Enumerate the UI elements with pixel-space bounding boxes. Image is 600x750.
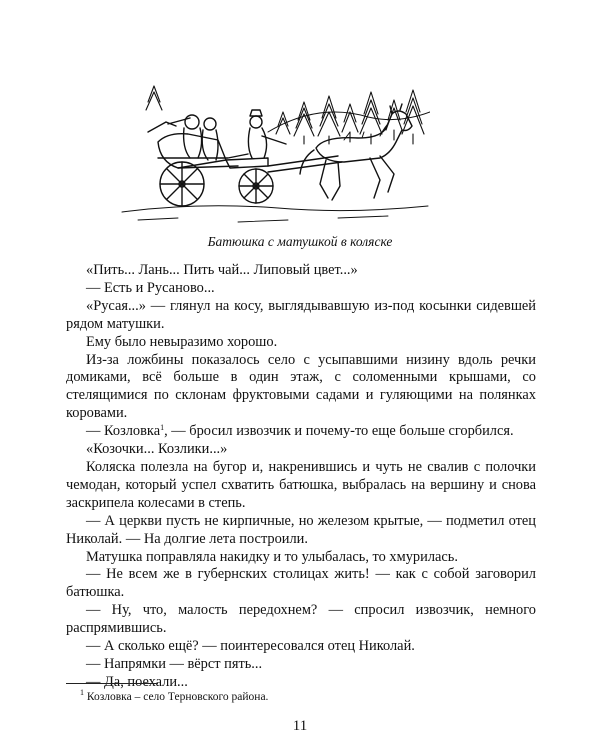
footnote-text: Козловка – село Терновского района.	[86, 691, 269, 703]
paragraph-text: , — бросил извозчик и почему-то еще больше сгорбился.	[164, 423, 514, 440]
fir-trees	[146, 86, 424, 144]
body-text	[66, 262, 536, 692]
paragraph: — Ну, что, малость передохнем? — спросил извозчик, немного распрямившись.	[66, 602, 536, 637]
carriage-illustration	[118, 62, 430, 230]
footnote-reference: 1	[160, 423, 165, 433]
paragraph: — Да, поехали...	[86, 673, 188, 690]
page-number: 11	[292, 718, 308, 734]
carriage	[148, 110, 286, 168]
paragraph: Ему было невыразимо хорошо.	[86, 333, 278, 350]
carriage-wheels	[160, 162, 273, 206]
paragraph: — А сколько ещё? — поинтересовался отец Николай.	[86, 638, 415, 655]
paragraph: «Русая...» — глянул на косу, выглядывавшую из-под косынки сидевшей рядом матушки.	[66, 297, 536, 332]
footnote-mark: 1	[80, 688, 84, 697]
footnote	[66, 690, 536, 704]
paragraph: — А церкви пусть не кирпичные, но железом крытые, — подметил отец Николай. — На долгие лета построили.	[66, 512, 536, 547]
paragraph: Из-за ложбины показалось село с усыпавшими низину вдоль речки домиками, всё больше в один этаж, с соломенными крышами, со стелящимися по склонам фруктовыми садами и гуляющими на полянках коровами.	[66, 351, 536, 422]
paragraph: Коляска полезла на бугор и, накренившись и чуть не свалив с полочки чемодан, который успел схватить батюшка, выбралась на вершину и снова заскрипела колесами в степь.	[66, 458, 536, 511]
paragraph: — Есть и Русаново...	[86, 279, 215, 296]
paragraph: «Козочки... Козлики...»	[86, 441, 228, 458]
illustration-caption: Батюшка с матушкой в коляске	[207, 234, 393, 249]
paragraph: Матушка поправляла накидку и то улыбалась, то хмурилась.	[86, 548, 458, 565]
paragraph-text: — Козловка	[86, 423, 161, 440]
footnote-divider	[66, 683, 158, 684]
paragraph: — Напрямки — вёрст пять...	[86, 655, 263, 672]
paragraph-with-footnote	[66, 423, 536, 441]
paragraph: — Не всем же в губернских столицах жить! — как с собой заговорил батюшка.	[66, 566, 536, 601]
paragraph: «Пить... Лань... Пить чай... Липовый цвет...»	[86, 262, 358, 278]
horse	[300, 104, 412, 200]
